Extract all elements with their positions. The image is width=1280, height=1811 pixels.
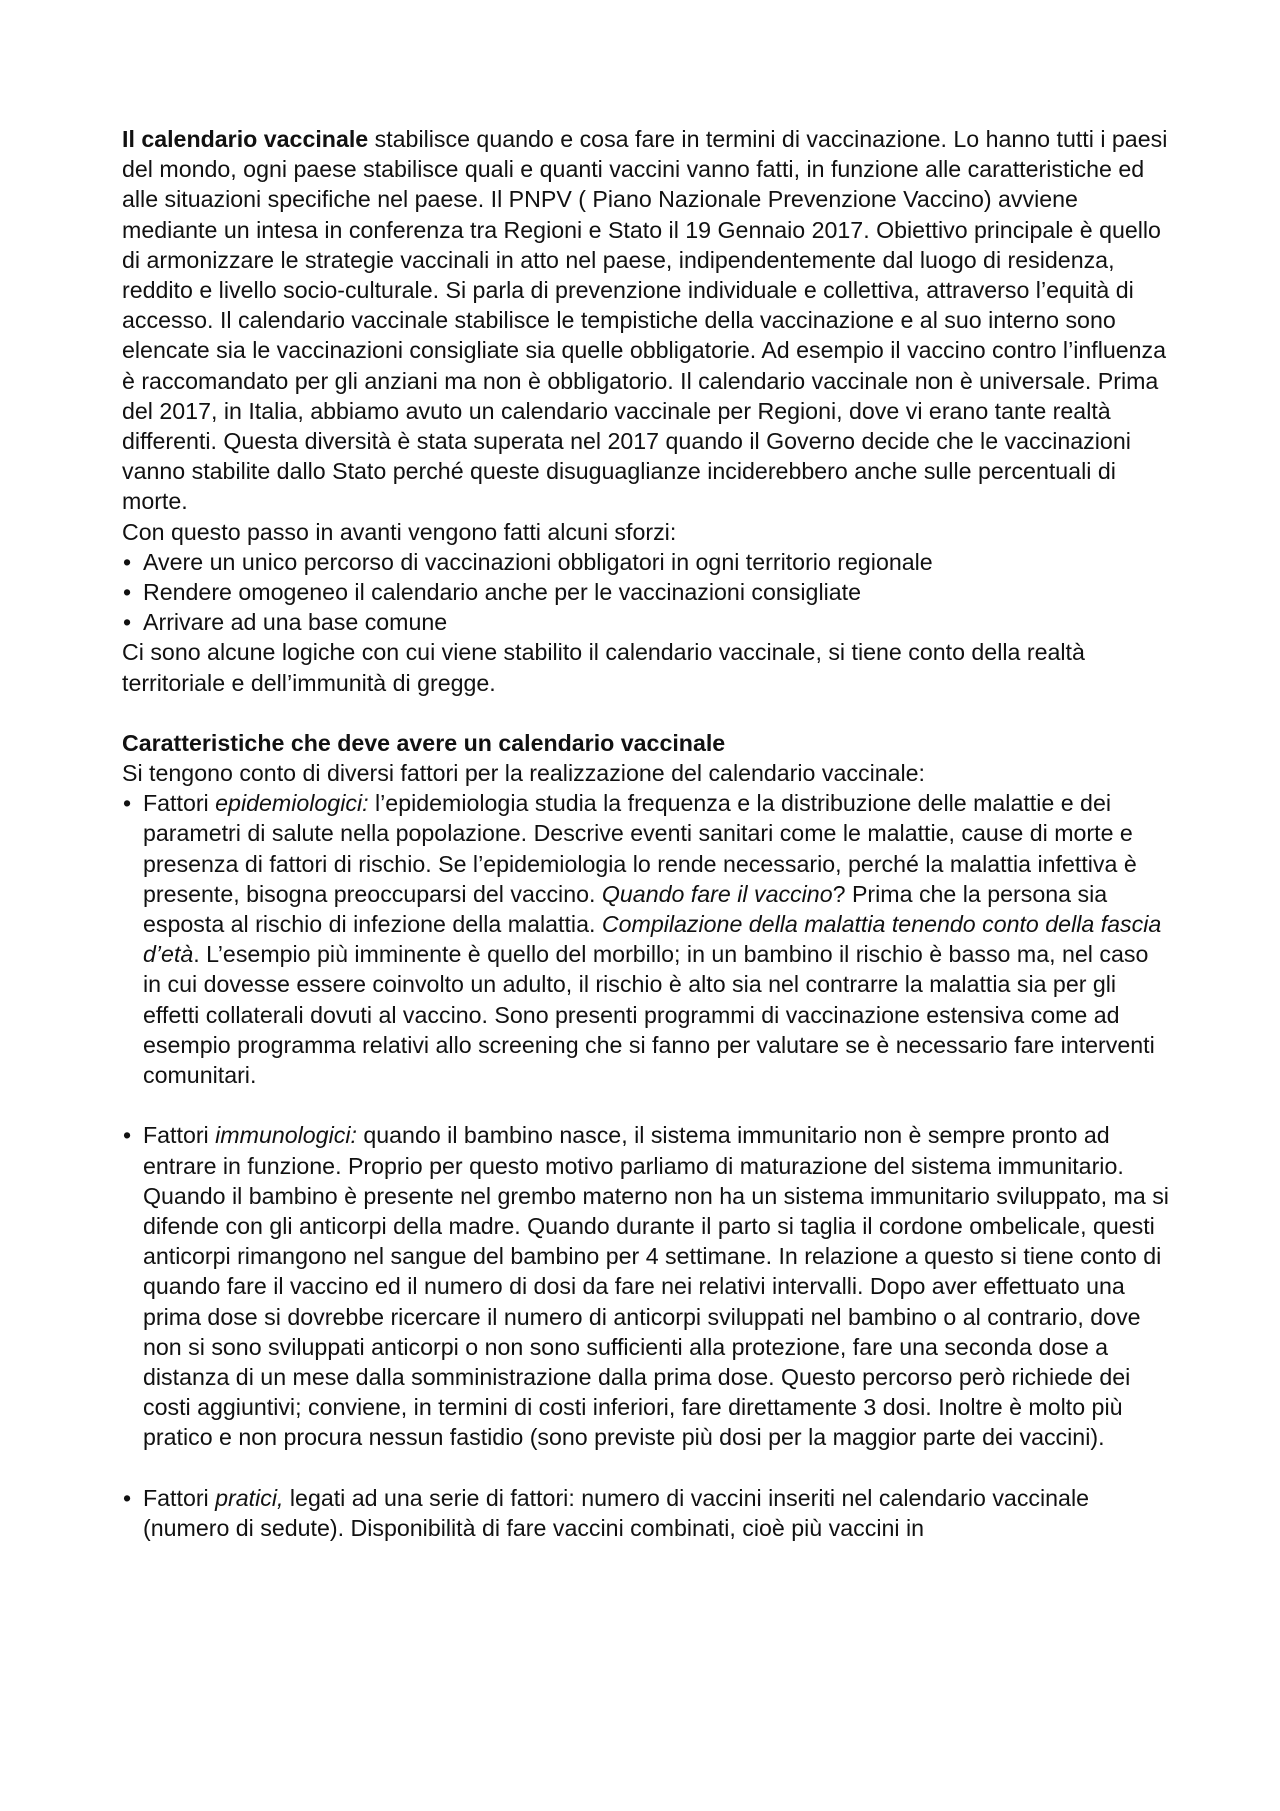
factor-text: l’epidemiologia studia la frequenza e la distribuzione delle malattie e dei parametri di salute nella popolazione. Descrive eventi sanitari come le malattie, cause di morte e presenza di fattori di rischio. Se l’epidemiologia lo rende necessario, perché la malattia infettiva è presente, bisogna preoccuparsi del vaccino. xyxy=(143,790,1137,907)
bullet-icon: • xyxy=(123,1122,132,1149)
list-item xyxy=(122,577,1170,607)
bullet-icon: • xyxy=(123,579,132,606)
paragraph-gap xyxy=(122,698,1170,728)
intro-text: stabilisce quando e cosa fare in termini di vaccinazione. Lo hanno tutti i paesi del mondo, ogni paese stabilisce quali e quanti vaccini vanno fatti, in funzione alle caratteristiche ed alle situazioni specifiche nel paese. Il PNPV ( Piano Nazionale Prevenzione Vaccino) avviene mediante un intesa in conferenza tra Regioni e Stato il 19 Gennaio 2017. Obiettivo principale è quello di armonizzare le strategie vaccinali in atto nel paese, indipendentemente dal luogo di residenza, reddito e livello socio-culturale. Si parla di prevenzione individuale e collettiva, attraverso l’equità di accesso. Il calendario vaccinale stabilisce le tempistiche della vaccinazione e al suo interno sono elencate sia le vaccinazioni consigliate sia quelle obbligatorie. Ad esempio il vaccino contro l’influenza è raccomandato per gli anziani ma non è obbligatorio. Il calendario vaccinale non è universale. Prima del 2017, in Italia, abbiamo avuto un calendario vaccinale per Regioni, dove vi erano tante realtà differenti. Questa diversità è stata superata nel 2017 quando il Governo decide che le vaccinazioni vanno stabilite dallo Stato perché queste disuguaglianze inciderebbero anche sulle percentuali di morte. xyxy=(122,126,1168,515)
factor-emphasis: Compilazione della malattia tenendo conto della fascia d’età xyxy=(143,911,1162,968)
section-lead: Si tengono conto di diversi fattori per la realizzazione del calendario vaccinale: xyxy=(122,760,926,787)
intro-paragraph xyxy=(122,124,1170,517)
bullet-icon: • xyxy=(123,548,132,575)
factor-term: pratici, xyxy=(215,1484,284,1511)
factor-prefix: Fattori xyxy=(143,1484,216,1511)
factor-text: . L’esempio più imminente è quello del morbillo; in un bambino il rischio è basso ma, nel caso in cui dovesse essere coinvolto un adulto, il rischio è alto sia nel contrarre la malattia sia per gli effetti collaterali dovuti al vaccino. Sono presenti programmi di vaccinazione estensiva come ad esempio programma relativi allo screening che si fanno per valutare se è necessario fare interventi comunitari. xyxy=(143,941,1155,1089)
factor-term: epidemiologici: xyxy=(215,790,369,817)
factors-list xyxy=(122,788,1170,1543)
factor-text: ? Prima che la persona sia esposta al rischio di infezione della malattia. xyxy=(143,880,1108,938)
bullet-icon: • xyxy=(123,1484,132,1511)
list-item xyxy=(122,547,1170,577)
efforts-list xyxy=(122,547,1170,638)
factor-text: quando il bambino nasce, il sistema immunitario non è sempre pronto ad entrare in funzione. Proprio per questo motivo parliamo di maturazione del sistema immunitario. Quando il bambino è presente nel grembo materno non ha un sistema immunitario sviluppato, ma si difende con gli anticorpi della madre. Quando durante il parto si taglia il cordone ombelicale, questi anticorpi rimangono nel sangue del bambino per 4 settimane. In relazione a questo si tiene conto di quando fare il vaccino ed il numero di dosi da fare nei relativi intervalli. Dopo aver effettuato una prima dose si dovrebbe ricercare il numero di anticorpi sviluppati nel bambino o al contrario, dove non si sono sviluppati anticorpi o non sono sufficienti alla protezione, fare una seconda dose a distanza di un mese dalla somministrazione dalla prima dose. Questo percorso però richiede dei costi aggiuntivi; conviene, in termini di costi inferiori, fare direttamente 3 dosi. Inoltre è molto più pratico e non procura nessun fastidio (sono previste più dosi per la maggior parte dei vaccini). xyxy=(143,1122,1169,1451)
section-heading: Caratteristiche che deve avere un calendario vaccinale xyxy=(122,729,726,756)
factor-question: Quando fare il vaccino xyxy=(601,880,833,907)
factor-immunological xyxy=(122,1120,1170,1452)
factor-prefix: Fattori xyxy=(143,1122,216,1149)
factor-term: immunologici: xyxy=(215,1122,357,1149)
list-item xyxy=(122,607,1170,637)
intro-bold-lead: Il calendario vaccinale xyxy=(122,126,369,152)
factor-practical xyxy=(122,1483,1170,1543)
factor-text: legati ad una serie di fattori: numero di vaccini inseriti nel calendario vaccinale (numero di sedute). Disponibilità di fare vaccini combinati, cioè più vaccini in xyxy=(143,1484,1090,1541)
list-item-text: Avere un unico percorso di vaccinazioni obbligatori in ogni territorio regionale xyxy=(143,548,933,575)
list-item-text: Rendere omogeneo il calendario anche per le vaccinazioni consigliate xyxy=(143,579,861,606)
efforts-intro: Con questo passo in avanti vengono fatti alcuni sforzi: xyxy=(122,518,677,545)
factor-prefix: Fattori xyxy=(143,790,216,817)
factor-epidemiological xyxy=(122,788,1170,1090)
bullet-icon: • xyxy=(123,609,132,636)
intro-closing: Ci sono alcune logiche con cui viene stabilito il calendario vaccinale, si tiene conto della realtà territoriale e dell’immunità di gregge. xyxy=(122,639,1085,696)
bullet-icon: • xyxy=(123,790,132,817)
list-item-text: Arrivare ad una base comune xyxy=(143,609,448,636)
